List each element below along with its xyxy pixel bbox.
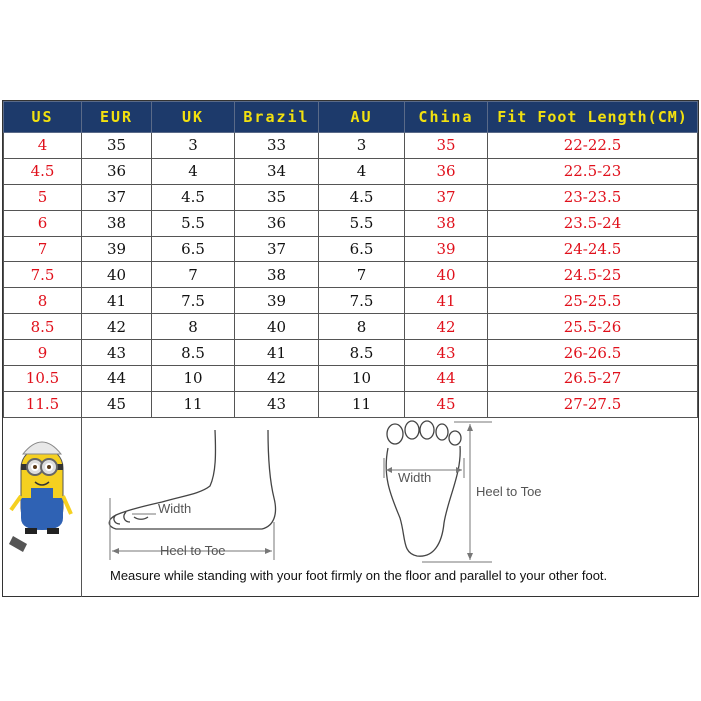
table-cell: 24-24.5 [488, 236, 698, 262]
measurement-guide [3, 417, 698, 597]
table-row [4, 288, 698, 314]
table-cell: 7 [152, 262, 235, 288]
side-heel-to-toe-label: Heel to Toe [160, 543, 226, 558]
table-cell: 10.5 [4, 366, 82, 392]
table-row [4, 236, 698, 262]
size-chart [2, 100, 699, 597]
table-row [4, 158, 698, 184]
table-cell: 45 [405, 391, 488, 417]
measure-instruction: Measure while standing with your foot firmly on the floor and parallel to your other foot. [110, 568, 608, 583]
table-cell: 34 [235, 158, 319, 184]
column-header: UK [152, 102, 235, 133]
table-cell: 35 [235, 184, 319, 210]
table-cell: 11 [152, 391, 235, 417]
table-cell: 8 [4, 288, 82, 314]
table-cell: 6.5 [319, 236, 405, 262]
table-cell: 4 [152, 158, 235, 184]
table-cell: 25.5-26 [488, 314, 698, 340]
table-row [4, 133, 698, 159]
table-cell: 11.5 [4, 391, 82, 417]
table-cell: 37 [405, 184, 488, 210]
table-cell: 3 [152, 133, 235, 159]
table-cell: 38 [235, 262, 319, 288]
table-cell: 7 [4, 236, 82, 262]
minion-mascot-icon [3, 418, 81, 597]
table-cell: 44 [405, 366, 488, 392]
table-cell: 38 [82, 210, 152, 236]
table-cell: 35 [405, 133, 488, 159]
table-cell: 5.5 [319, 210, 405, 236]
table-cell: 4 [319, 158, 405, 184]
table-cell: 22.5-23 [488, 158, 698, 184]
table-cell: 4.5 [152, 184, 235, 210]
table-cell: 8.5 [4, 314, 82, 340]
table-cell: 7.5 [4, 262, 82, 288]
table-cell: 11 [319, 391, 405, 417]
table-body [4, 133, 698, 418]
foot-diagrams [82, 418, 698, 597]
column-header: US [4, 102, 82, 133]
table-cell: 24.5-25 [488, 262, 698, 288]
table-cell: 42 [235, 366, 319, 392]
table-cell: 4 [4, 133, 82, 159]
table-cell: 43 [235, 391, 319, 417]
table-cell: 10 [152, 366, 235, 392]
table-cell: 39 [82, 236, 152, 262]
table-row [4, 210, 698, 236]
table-row [4, 262, 698, 288]
table-cell: 41 [235, 340, 319, 366]
table-cell: 26.5-27 [488, 366, 698, 392]
column-header: Fit Foot Length(CM) [488, 102, 698, 133]
table-cell: 5.5 [152, 210, 235, 236]
table-cell: 37 [235, 236, 319, 262]
table-cell: 8 [152, 314, 235, 340]
table-cell: 45 [82, 391, 152, 417]
table-header-row [4, 102, 698, 133]
side-width-label: Width [158, 501, 192, 516]
table-cell: 37 [82, 184, 152, 210]
table-cell: 7 [319, 262, 405, 288]
table-cell: 44 [82, 366, 152, 392]
top-width-label: Width [398, 470, 432, 485]
table-cell: 8.5 [319, 340, 405, 366]
table-cell: 42 [82, 314, 152, 340]
table-cell: 41 [405, 288, 488, 314]
table-cell: 8 [319, 314, 405, 340]
table-cell: 26-26.5 [488, 340, 698, 366]
table-cell: 3 [319, 133, 405, 159]
table-cell: 40 [405, 262, 488, 288]
table-row [4, 184, 698, 210]
table-cell: 33 [235, 133, 319, 159]
table-cell: 7.5 [152, 288, 235, 314]
table-cell: 43 [82, 340, 152, 366]
table-cell: 36 [405, 158, 488, 184]
table-row [4, 391, 698, 417]
table-cell: 5 [4, 184, 82, 210]
top-foot-icon [386, 421, 461, 556]
table-cell: 27-27.5 [488, 391, 698, 417]
top-heel-to-toe-label: Heel to Toe [476, 484, 542, 499]
table-cell: 39 [235, 288, 319, 314]
table-cell: 10 [319, 366, 405, 392]
table-row [4, 366, 698, 392]
table-cell: 40 [235, 314, 319, 340]
table-cell: 9 [4, 340, 82, 366]
size-table [3, 101, 698, 418]
column-header: Brazil [235, 102, 319, 133]
table-cell: 4.5 [4, 158, 82, 184]
table-cell: 8.5 [152, 340, 235, 366]
table-cell: 22-22.5 [488, 133, 698, 159]
table-cell: 6.5 [152, 236, 235, 262]
table-cell: 4.5 [319, 184, 405, 210]
table-cell: 25-25.5 [488, 288, 698, 314]
column-header: EUR [82, 102, 152, 133]
column-header: AU [319, 102, 405, 133]
table-cell: 23.5-24 [488, 210, 698, 236]
column-header: China [405, 102, 488, 133]
table-cell: 7.5 [319, 288, 405, 314]
table-cell: 39 [405, 236, 488, 262]
table-row [4, 314, 698, 340]
table-cell: 35 [82, 133, 152, 159]
foot-diagram-svg [82, 418, 698, 568]
mascot-cell [3, 418, 82, 597]
table-cell: 36 [235, 210, 319, 236]
table-cell: 42 [405, 314, 488, 340]
table-cell: 43 [405, 340, 488, 366]
table-cell: 40 [82, 262, 152, 288]
table-cell: 41 [82, 288, 152, 314]
table-cell: 6 [4, 210, 82, 236]
table-cell: 38 [405, 210, 488, 236]
table-row [4, 340, 698, 366]
table-cell: 36 [82, 158, 152, 184]
table-cell: 23-23.5 [488, 184, 698, 210]
